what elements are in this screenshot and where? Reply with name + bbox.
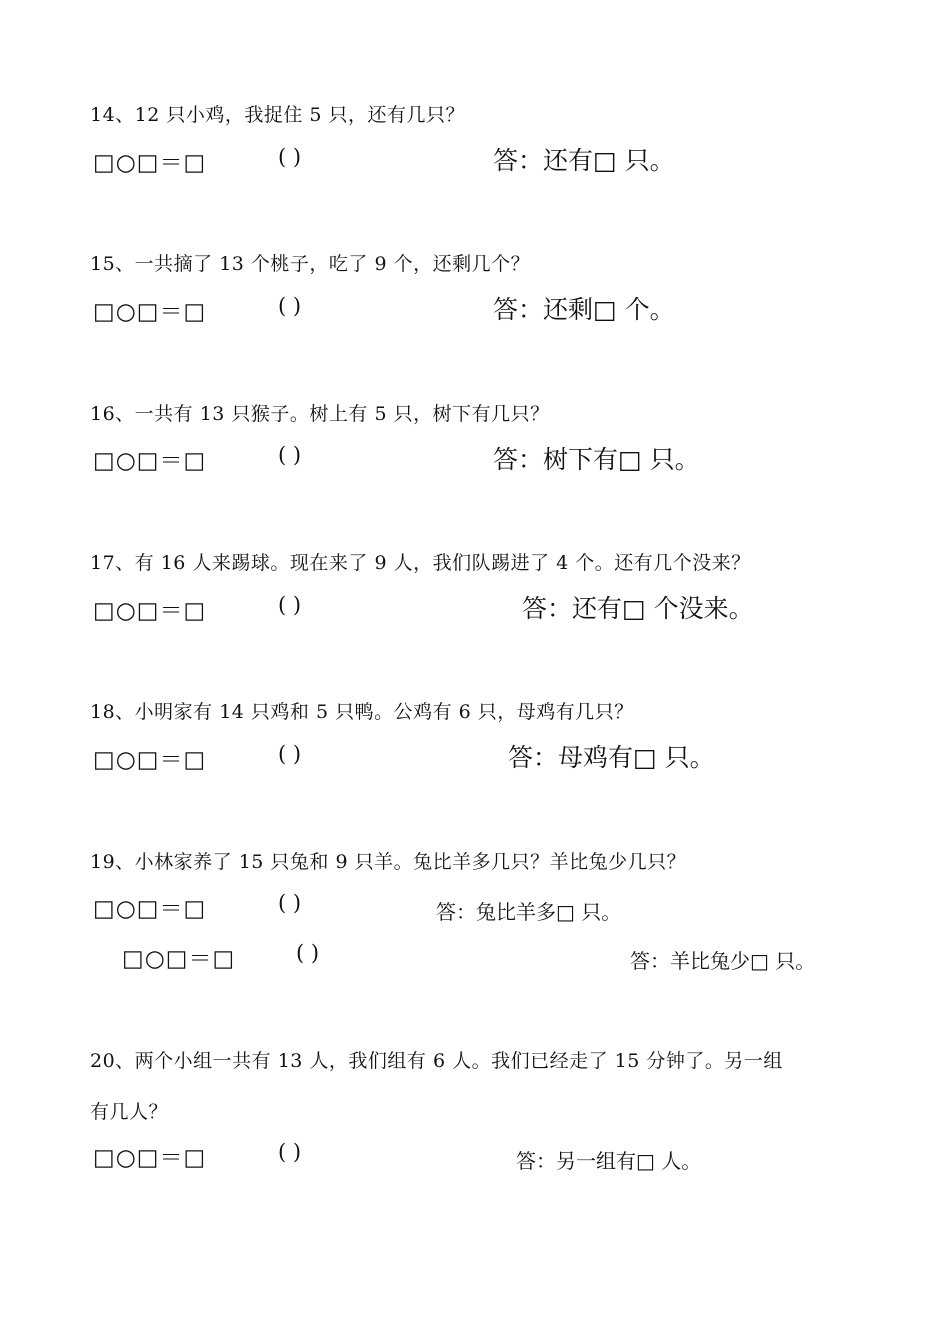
answer-19a: 答：兔比羊多□ 只。 [436,900,622,924]
parentheses-15: ( ) [278,294,302,318]
question-17: 17、有 16 人来踢球。现在来了 9 人，我们队踢进了 4 个。还有几个没来？ [90,552,751,574]
equation-14: □○□＝□ [93,150,207,176]
answer-14: 答：还有□ 只。 [493,146,675,175]
equation-20: □○□＝□ [93,1145,207,1171]
equation-18: □○□＝□ [93,747,207,773]
question-15: 15、一共摘了 13 个桃子，吃了 9 个，还剩几个？ [90,253,531,275]
question-20: 20、两个小组一共有 13 人，我们组有 6 人。我们已经走了 15 分钟了。另一组 [90,1050,783,1072]
question-19: 19、小林家养了 15 只兔和 9 只羊。兔比羊多几只？羊比兔少几只？ [90,851,687,873]
parentheses-18: ( ) [278,742,302,766]
answer-16: 答：树下有□ 只。 [493,445,700,474]
answer-15: 答：还剩□ 个。 [493,295,675,324]
answer-19b: 答：羊比兔少□ 只。 [630,949,816,973]
question-16: 16、一共有 13 只猴子。树上有 5 只，树下有几只？ [90,403,550,425]
parentheses-14: ( ) [278,145,302,169]
question-20-continued: 有几人？ [90,1101,169,1123]
answer-20: 答：另一组有□ 人。 [516,1149,702,1173]
equation-17: □○□＝□ [93,598,207,624]
question-18: 18、小明家有 14 只鸡和 5 只鸭。公鸡有 6 只，母鸡有几只？ [90,701,634,723]
parentheses-17: ( ) [278,593,302,617]
answer-17: 答：还有□ 个没来。 [522,594,754,623]
equation-19b: □○□＝□ [122,946,236,972]
parentheses-20: ( ) [278,1140,302,1164]
equation-19a: □○□＝□ [93,896,207,922]
answer-18: 答：母鸡有□ 只。 [508,743,715,772]
question-14: 14、12 只小鸡，我捉住 5 只，还有几只？ [90,104,466,126]
parentheses-19b: ( ) [296,941,320,965]
equation-15: □○□＝□ [93,299,207,325]
parentheses-19a: ( ) [278,891,302,915]
parentheses-16: ( ) [278,443,302,467]
equation-16: □○□＝□ [93,448,207,474]
